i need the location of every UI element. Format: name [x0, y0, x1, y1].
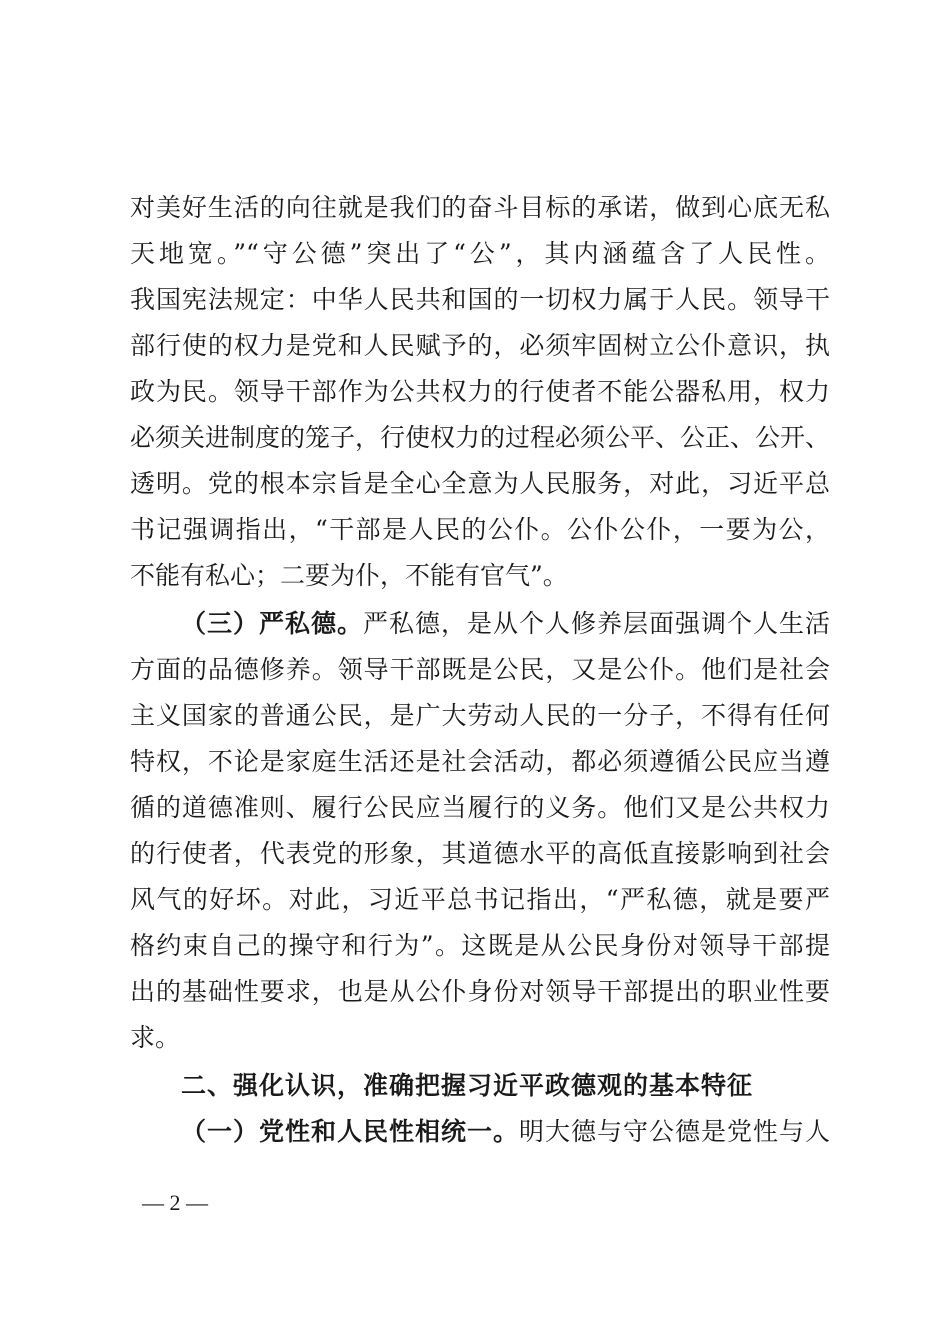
section-3-lead: （三）严私德。: [181, 609, 363, 638]
body-line: 书记强调指出，“干部是人民的公仆。公仆公仆，一要为公，: [130, 515, 830, 544]
body-line: 透明。党的根本宗旨是全心全意为人民服务，对此，习近平总: [130, 469, 830, 498]
body-line: 对美好生活的向往就是我们的奋斗目标的承诺，做到心底无私: [130, 193, 830, 222]
section-3-first-text: 严私德，是从个人修养层面强调个人生活: [363, 609, 830, 638]
body-line: 我国宪法规定：中华人民共和国的一切权力属于人民。领导干: [130, 285, 830, 314]
body-line: 必须关进制度的笼子，行使权力的过程必须公平、公正、公开、: [130, 423, 831, 452]
subsection-1-lead: （一）党性和人民性相统一。: [181, 1117, 519, 1146]
body-line: 求。: [130, 1023, 181, 1052]
body-line: 格约束自己的操守和行为”。这既是从公民身份对领导干部提: [130, 931, 830, 960]
subsection-1-text: 明大德与守公德是党性与人: [518, 1117, 830, 1146]
body-line: 部行使的权力是党和人民赋予的，必须牢固树立公仆意识，执: [130, 331, 830, 360]
body-line: 的行使者，代表党的形象，其道德水平的高低直接影响到社会: [130, 839, 830, 868]
section-heading: 二、强化认识，准确把握习近平政德观的基本特征: [181, 1071, 754, 1100]
body-line: 方面的品德修养。领导干部既是公民，又是公仆。他们是社会: [130, 655, 830, 684]
page-number: — 2 —: [142, 1190, 208, 1215]
body-line: 不能有私心；二要为仆，不能有官气”。: [130, 561, 568, 590]
body-line: 主义国家的普通公民，是广大劳动人民的一分子，不得有任何: [130, 701, 830, 730]
subsection-1-first-line: [181, 1110, 830, 1154]
section-3-first-line: [181, 602, 830, 646]
body-line: 出的基础性要求，也是从公仆身份对领导干部提出的职业性要: [130, 977, 830, 1006]
body-line: 天地宽。”“守公德”突出了“公”，其内涵蕴含了人民性。: [130, 239, 830, 268]
body-line: 特权，不论是家庭生活还是社会活动，都必须遵循公民应当遵: [130, 747, 830, 776]
body-line: 风气的好坏。对此，习近平总书记指出，“严私德，就是要严: [130, 885, 830, 914]
body-line: 政为民。领导干部作为公共权力的行使者不能公器私用，权力: [130, 377, 830, 406]
body-line: 循的道德准则、履行公民应当履行的义务。他们又是公共权力: [130, 793, 830, 822]
